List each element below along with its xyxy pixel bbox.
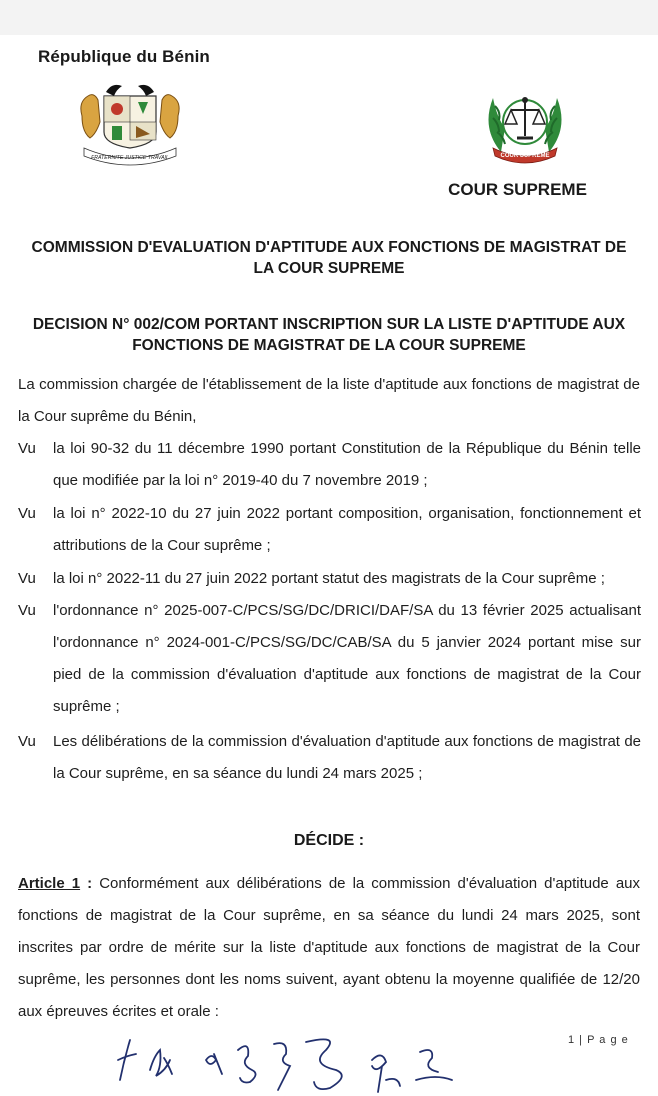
court-emblem-ribbon-text: COUR SUPREME (500, 153, 550, 159)
commission-title-line: COMMISSION D'EVALUATION D'APTITUDE AUX FONCTIONS DE MAGISTRAT DE (31, 239, 627, 256)
consideration-item: l'ordonnance n° 2025-007-C/PCS/SG/DC/DRICI/DAF/SA du 13 février 2025 actualisant l'ordonnance n° 2024-001-C/PCS/SG/DC/CAB/SA du 5 janvier 2024 portant mise sur pied de la commission d'évaluation d'aptitude aux fonctions de magistrat de la Cour suprême ; (53, 602, 641, 715)
initial-mark (150, 1050, 172, 1076)
initial-mark (416, 1050, 452, 1080)
preamble-paragraph: La commission chargée de l'établissement de la liste d'aptitude aux fonctions de magistrat de la Cour suprême du Bénin, (18, 376, 640, 425)
republic-heading: République du Bénin (38, 47, 210, 66)
initial-mark (238, 1046, 256, 1082)
commission-title-line: LA COUR SUPREME (253, 260, 405, 277)
article-1-paragraph (18, 868, 640, 1028)
vu-label: Vu (18, 440, 36, 457)
initial-mark (206, 1054, 222, 1074)
article-1-text: Conformément aux délibérations de la commission d'évaluation d'aptitude aux fonctions de magistrat de la Cour suprême, en sa séance du lundi 24 mars 2025, sont inscrites par ordre de mérite sur la liste d'aptitude aux fonctions de magistrat de la Cour suprême, les personnes dont les noms suivent, ayant obtenu la moyenne qualifiée de 12/20 aux épreuves écrites et orale : (18, 875, 641, 1020)
initial-mark (118, 1040, 136, 1080)
coat-of-arms-motto: FRATERNITE JUSTICE TRAVAIL (91, 155, 169, 161)
consideration-item: la loi n° 2022-10 du 27 juin 2022 portant composition, organisation, fonctionnement et attributions de la Cour suprême ; (53, 505, 641, 554)
decide-heading: DÉCIDE : (293, 832, 365, 849)
article-1-colon: : (80, 875, 93, 892)
decision-title-line: DECISION N° 002/COM PORTANT INSCRIPTION SUR LA LISTE D'APTITUDE AUX (32, 316, 626, 333)
initial-mark (372, 1055, 400, 1092)
signatures-initials (110, 1030, 490, 1094)
article-1-label: Article 1 (18, 875, 81, 892)
initial-mark (306, 1039, 342, 1089)
vu-label: Vu (18, 570, 36, 587)
initial-mark (274, 1043, 290, 1090)
decision-title (18, 314, 640, 356)
page-number: 1 | P a g e (568, 1034, 629, 1046)
commission-title (18, 237, 640, 279)
decision-title-line: FONCTIONS DE MAGISTRAT DE LA COUR SUPREME (132, 337, 526, 354)
coat-of-arms-icon (76, 82, 184, 168)
vu-label: Vu (18, 602, 36, 619)
supreme-court-emblem-icon (475, 82, 575, 170)
consideration-item: Les délibérations de la commission d'évaluation d'aptitude aux fonctions de magistrat de la Cour suprême, en sa séance du lundi 24 mars 2025 ; (53, 733, 641, 782)
consideration-item: la loi 90-32 du 11 décembre 1990 portant Constitution de la République du Bénin telle que modifiée par la loi n° 2019-40 du 7 novembre 2019 ; (53, 440, 641, 489)
vu-label: Vu (18, 505, 36, 522)
court-name-heading: COUR SUPREME (448, 180, 587, 199)
consideration-item: la loi n° 2022-11 du 27 juin 2022 portant statut des magistrats de la Cour suprême ; (53, 570, 605, 587)
vu-label: Vu (18, 733, 36, 750)
